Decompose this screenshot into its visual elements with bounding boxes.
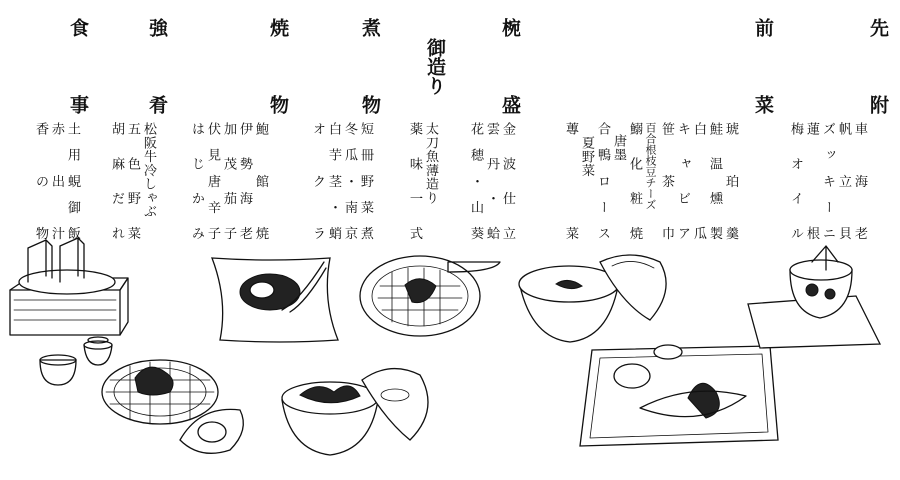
dish-item: 伊勢海老 <box>237 122 252 240</box>
heading-shiizakana: 強肴 <box>146 18 168 114</box>
dish-item: キャビア <box>675 122 690 240</box>
dish-item: 松阪牛冷しゃぶ <box>141 122 156 219</box>
dish-item: 薬味一式 <box>407 122 422 240</box>
dish-item: 夏野菜 <box>579 136 594 178</box>
dish-item: 蓮根 <box>804 122 819 240</box>
dish-item: ズッキーニ <box>820 122 835 240</box>
dish-item: 雲丹・蛤 <box>484 122 499 240</box>
heading-shokuji: 食事 <box>67 18 89 114</box>
dish-item: 合鴨ロース <box>595 122 610 240</box>
dish-item: 冬瓜・南京 <box>342 122 357 240</box>
dish-item: 赤出汁 <box>49 122 64 240</box>
dish-item: 胡麻だれ <box>109 122 124 240</box>
dish-item: 琥珀羹 <box>723 122 738 240</box>
dish-item: 帆立貝 <box>836 122 851 240</box>
dish-item: 鰯化粧焼 <box>627 122 642 240</box>
dish-item: 唐墨 <box>611 134 626 162</box>
rice-pot-illustration <box>10 238 128 335</box>
heading-zensai: 前菜 <box>752 18 774 114</box>
dish-item: 香の物 <box>33 122 48 240</box>
dish-item: 伏見唐辛子 <box>205 122 220 240</box>
dish-item: 笹茶巾 <box>659 122 674 240</box>
dish-item: 五色野菜 <box>125 122 140 240</box>
dish-item: 鮭温燻製 <box>707 122 722 240</box>
dish-item: オクラ <box>310 122 325 240</box>
dish-item: 短冊野菜煮 <box>358 122 373 240</box>
small-bowls-illustration <box>40 337 112 385</box>
heading-nimono: 煮物 <box>359 18 381 114</box>
dish-item: 金波仕立 <box>500 122 515 240</box>
appetizer-tray-illustration <box>580 345 778 446</box>
dish-item: 車海老 <box>852 122 867 240</box>
heading-yakimono: 焼物 <box>267 18 289 114</box>
dish-item: 百合根枝豆チーズ <box>644 122 657 210</box>
dish-item: 太刀魚薄造り <box>423 122 438 205</box>
beef-plate-illustration <box>102 360 218 424</box>
heading-sakizuke: 先附 <box>867 18 889 114</box>
sashimi-plate-illustration <box>360 256 500 336</box>
dish-item: はじかみ <box>189 122 204 240</box>
heading-otsukuri: 御造り <box>424 37 446 95</box>
dish-item: 花穂・山葵 <box>468 122 483 240</box>
dish-item: 鮑館焼 <box>253 122 268 240</box>
heading-wanmori: 椀盛 <box>499 18 521 114</box>
dish-item: 蓴菜 <box>563 122 578 240</box>
dish-item: 白瓜 <box>691 122 706 240</box>
dish-item: 梅オイル <box>788 122 803 240</box>
dish-item: 加茂茄子 <box>221 122 236 240</box>
dish-item: 白芋茎・蛸 <box>326 122 341 240</box>
dish-item: 土用蜆御飯 <box>65 122 80 240</box>
soup-bowl-illustration <box>519 255 666 342</box>
glass-cup-illustration <box>748 246 880 348</box>
simmered-bowl-illustration <box>282 369 428 455</box>
grill-plate-illustration <box>212 258 338 342</box>
